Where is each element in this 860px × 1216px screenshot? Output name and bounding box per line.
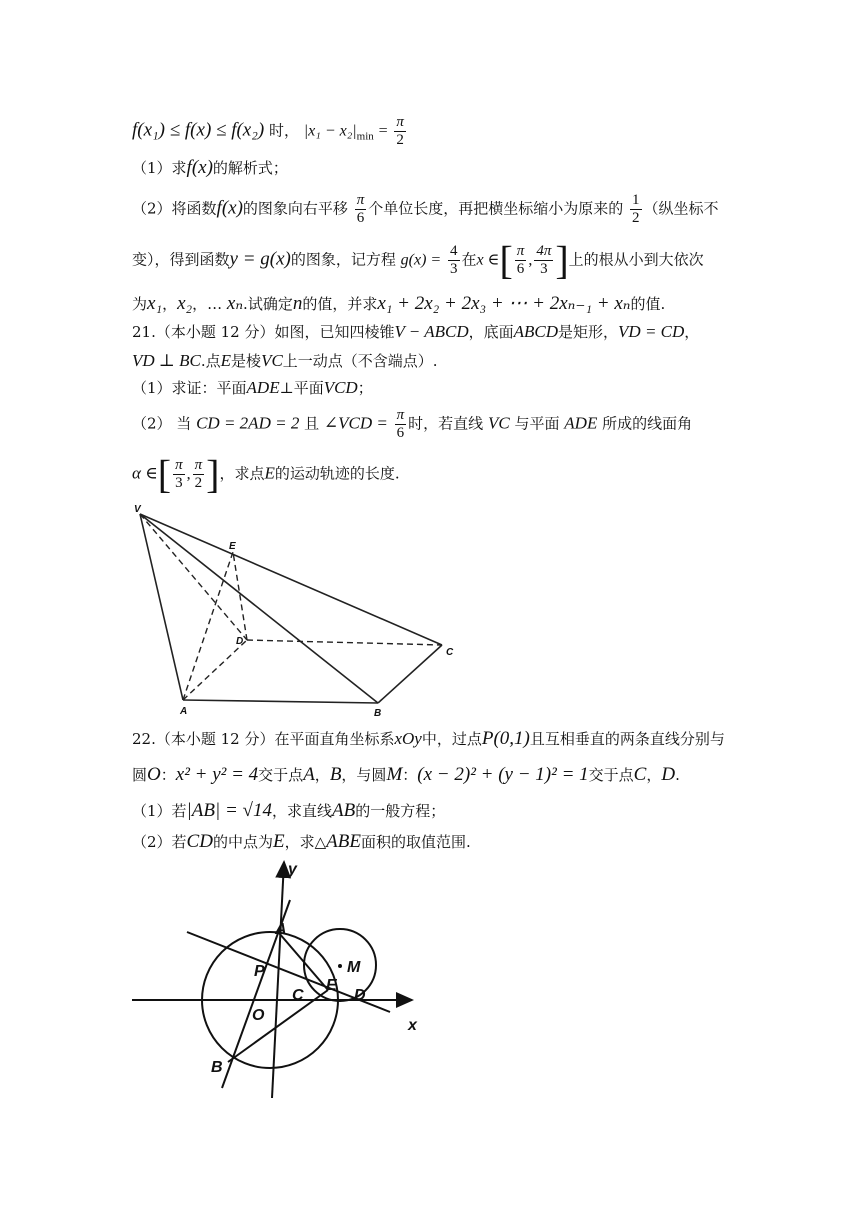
line-cd <box>187 932 390 1012</box>
q20-cond-eq: = <box>378 122 388 140</box>
circle-o <box>202 932 338 1068</box>
q21-frac-pi-3: $\frac{\pi}{3}$ <box>175 457 183 491</box>
fig-label-e: E <box>326 977 337 994</box>
fig-label-p: P <box>254 963 265 980</box>
q20-cond-inequality: f(x₁) ≤ f(x) ≤ f(x₂) <box>132 119 265 141</box>
fig-label-c: C <box>292 987 304 1004</box>
q20-frac-pi-6b: $\frac{\pi}{6}$ <box>516 243 525 277</box>
edge-dc <box>247 640 442 645</box>
q20-cond-min-sub: min <box>356 130 374 143</box>
fig-label-b: B <box>211 1059 223 1076</box>
edge-ad <box>183 640 247 700</box>
edge-vc <box>140 514 442 645</box>
q20-condition-line <box>132 114 408 149</box>
q21-line2: VD ⊥ BC.点E是棱VC上一动点（不含端点）. <box>132 351 438 370</box>
q21-frac-pi-2: $\frac{\pi}{2}$ <box>194 457 203 491</box>
circle-m <box>304 929 376 1001</box>
line-ab <box>222 900 290 1088</box>
q21-frac-pi-6: $\frac{\pi}{6}$ <box>396 407 405 441</box>
label-c: C <box>446 647 454 658</box>
q20-part2-line1: （2）将函数f(x)的图象向右平移 $\frac{\pi}{6}$ 个单位长度，再把横坐标缩小为原来的 $\frac{1}{2}$ （纵坐标不 <box>132 192 719 226</box>
q20-frac-4pi-3: $\frac{4\pi}{3}$ <box>536 243 552 277</box>
y-axis <box>272 862 284 1098</box>
q20-cond-when: 时， <box>268 121 299 140</box>
q21-part1: （1）求证：平面ADE⊥平面VCD； <box>132 378 373 397</box>
fig-label-a: A <box>275 921 287 938</box>
edge-vb <box>140 514 378 703</box>
segment-ae <box>279 933 328 990</box>
segment-be <box>228 990 328 1062</box>
q20-sum-expression: x₁ + 2x₂ + 2x₃ + ⋯ + 2xₙ₋₁ + xₙ <box>377 293 631 314</box>
q20-frac-4-3: $\frac{4}{3}$ <box>450 243 458 277</box>
q20-part2-line2: 变），得到函数y = g(x)的图象，记方程 g(x) = $\frac{4}{3}$ 在x ∈[ $\frac{\pi}{6}$ , $\frac{4\pi}{3}$ ]上的根从小到大依次 <box>132 237 704 283</box>
label-d: D <box>236 636 244 647</box>
fig-label-o: O <box>252 1007 265 1024</box>
fig-label-x: x <box>408 1017 417 1034</box>
q20-cond-min: |x₁ − x₂| <box>303 122 357 140</box>
q20-p3-y: y = g(x) <box>229 248 291 270</box>
point-m <box>338 964 342 968</box>
q22-line1: 22.（本小题 12 分）在平面直角坐标系xOy中，过点P(0,1)且互相垂直的两条直线分别与 <box>132 728 725 749</box>
label-v: V <box>134 504 141 515</box>
fig-label-d: D <box>354 987 366 1004</box>
q20-frac-pi-2: $\frac{\pi}{2}$ <box>396 114 404 148</box>
q22-circle-m-eq: (x − 2)² + (y − 1)² = 1 <box>417 764 589 785</box>
q21-line1: 21.（本小题 12 分）如图，已知四棱锥V − ABCD，底面ABCD是矩形，VD = CD， <box>132 322 700 341</box>
q22-part1: （1）若|AB| = √14，求直线AB的一般方程； <box>132 800 446 821</box>
q20-frac-pi-6: $\frac{\pi}{6}$ <box>356 192 365 226</box>
q20-frac-1-2: $\frac{1}{2}$ <box>632 192 640 226</box>
q20-p3-g: g(x) = <box>400 251 442 269</box>
label-b: B <box>374 708 382 719</box>
edge-ae <box>183 552 233 700</box>
edge-de <box>233 552 247 640</box>
q20-p2-fx: f(x) <box>216 197 243 219</box>
q20-p3-x-in: x ∈ <box>476 251 500 269</box>
q21-part2-line1: （2） 当 CD = 2AD = 2 且 ∠VCD = $\frac{\pi}{6}$ 时，若直线 VC 与平面 ADE 所成的线面角 <box>132 407 693 441</box>
q22-part2: （2）若CD的中点为E，求△ABE面积的取值范围. <box>132 831 471 852</box>
label-e: E <box>229 541 236 552</box>
label-a: A <box>180 706 188 717</box>
fig-label-m: M <box>347 959 361 976</box>
edge-va <box>140 514 183 700</box>
q22-circle-o-eq: x² + y² = 4 <box>175 764 259 785</box>
edge-ab <box>183 700 378 703</box>
q20-part1: （1）求f(x)的解析式； <box>132 157 288 178</box>
q22-line2: 圆O：x² + y² = 4交于点A，B，与圆M：(x − 2)² + (y − 1)² = 1交于点C，D. <box>132 764 680 785</box>
edge-vd <box>140 514 247 640</box>
q20-part2-line3: 为x₁，x₂，… xₙ.试确定n的值，并求x₁ + 2x₂ + 2x₃ + ⋯ + 2xₙ₋₁ + xₙ的值. <box>132 293 666 314</box>
edge-bc <box>378 645 442 703</box>
fig-label-y: y <box>288 861 297 878</box>
q20-p1-fx: f(x) <box>186 157 213 178</box>
q21-part2-line2: α ∈[ $\frac{\pi}{3}$ , $\frac{\pi}{2}$ ]，求点E的运动轨迹的长度. <box>132 451 400 497</box>
